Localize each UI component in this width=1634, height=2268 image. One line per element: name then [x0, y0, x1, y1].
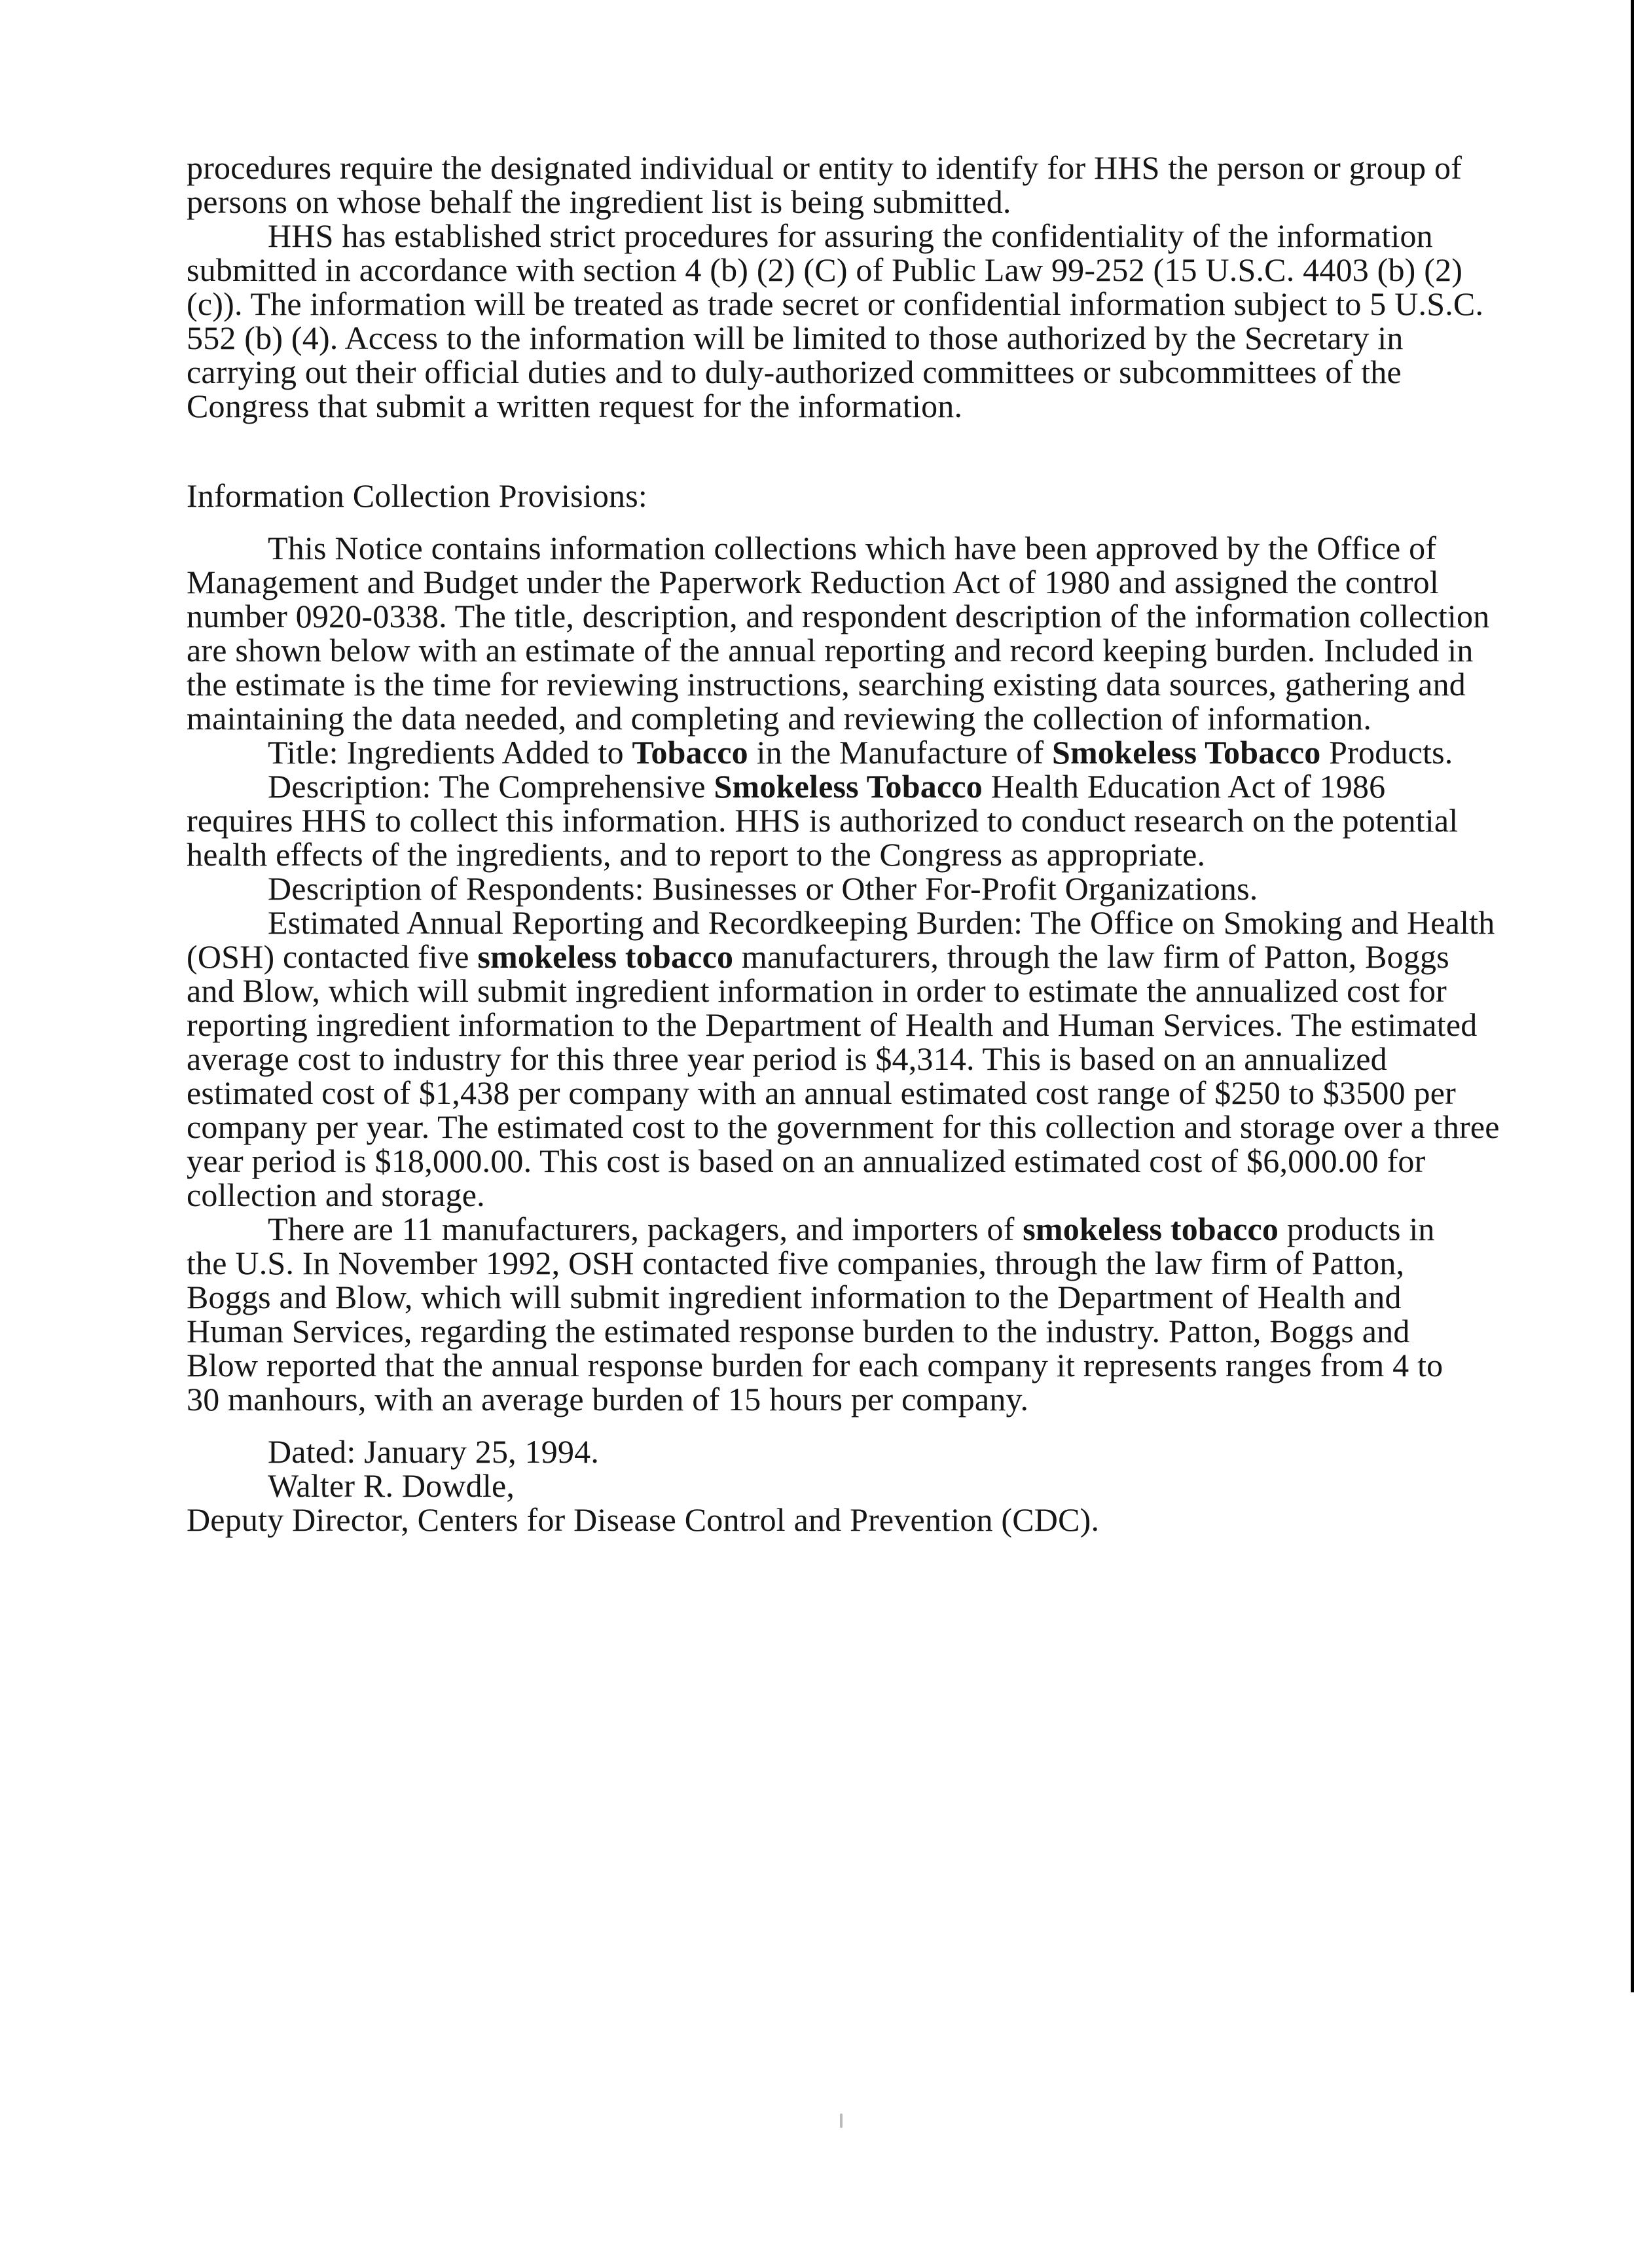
bold-text-run: Smokeless Tobacco	[1052, 734, 1321, 771]
text-run: Human Services, regarding the estimated response burden to the industry. Patton, Boggs and	[187, 1313, 1410, 1349]
text-line	[187, 531, 1489, 565]
text-run: Health Education Act of 1986	[982, 768, 1386, 805]
text-run: Walter R. Dowdle,	[268, 1467, 515, 1504]
text-run: There are 11 manufacturers, packagers, and importers of	[268, 1211, 1023, 1247]
text-run: company per year. The estimated cost to the government for this collection and storage over a three	[187, 1108, 1500, 1145]
text-line	[187, 355, 1489, 389]
bold-text-run: Smokeless Tobacco	[714, 768, 983, 805]
text-line	[187, 151, 1489, 185]
text-line	[187, 1314, 1489, 1348]
text-run: reporting ingredient information to the Department of Health and Human Services. The estimated	[187, 1006, 1478, 1043]
text-run: estimated cost of $1,438 per company with an annual estimated cost range of $250 to $3500 per	[187, 1074, 1456, 1111]
text-run: Estimated Annual Reporting and Recordkeeping Burden: The Office on Smoking and Health	[268, 904, 1495, 941]
text-run: HHS has established strict procedures for assuring the confidentiality of the information	[268, 217, 1433, 254]
text-line	[187, 1178, 1489, 1212]
text-run: 30 manhours, with an average burden of 15 hours per company.	[187, 1381, 1029, 1418]
text-line	[187, 1076, 1489, 1110]
text-run: products in	[1279, 1211, 1435, 1247]
text-run: carrying out their official duties and to duly-authorized committees or subcommittees of the	[187, 354, 1402, 390]
text-run: manufacturers, through the law firm of Patton, Boggs	[733, 938, 1449, 975]
text-run: procedures require the designated individual or entity to identify for HHS the person or group of	[187, 149, 1462, 186]
text-line	[187, 701, 1489, 735]
bold-text-run: Tobacco	[632, 734, 748, 771]
bold-text-run: smokeless tobacco	[477, 938, 734, 975]
text-run: Congress that submit a written request for the information.	[187, 388, 963, 424]
signatory-name	[187, 1469, 1489, 1503]
text-line	[187, 253, 1489, 287]
text-run: requires HHS to collect this information. HHS is authorized to conduct research on the potential	[187, 802, 1459, 839]
text-run: and Blow, which will submit ingredient information in order to estimate the annualized cost for	[187, 972, 1447, 1009]
text-line	[187, 1008, 1489, 1042]
text-line	[187, 389, 1489, 423]
text-line	[187, 1108, 1500, 1145]
text-line	[187, 940, 1489, 974]
text-line	[187, 287, 1489, 321]
text-line	[187, 735, 1489, 769]
text-run: the estimate is the time for reviewing instructions, searching existing data sources, gathering and	[187, 666, 1466, 703]
text-run: year period is $18,000.00. This cost is based on an annualized estimated cost of $6,000.00 for	[187, 1143, 1426, 1179]
text-line	[187, 1042, 1489, 1076]
text-line	[187, 321, 1489, 355]
text-run: collection and storage.	[187, 1177, 485, 1213]
text-run: submitted in accordance with section 4 (b) (2) (C) of Public Law 99-252 (15 U.S.C. 4403 (b) (2)	[187, 251, 1463, 288]
text-line	[187, 667, 1489, 701]
text-run: (c)). The information will be treated as trade secret or confidential information subject to 5 U.S.C.	[187, 285, 1484, 322]
text-run: 552 (b) (4). Access to the information will be limited to those authorized by the Secretary in	[187, 320, 1404, 356]
text-line	[187, 1144, 1489, 1178]
text-line	[187, 871, 1489, 905]
text-run: Description: The Comprehensive	[268, 768, 714, 805]
text-run: Dated: January 25, 1994.	[268, 1433, 600, 1470]
text-line	[187, 904, 1495, 941]
text-run: (OSH) contacted five	[187, 938, 478, 975]
text-run: the U.S. In November 1992, OSH contacted five companies, through the law firm of Patton,	[187, 1245, 1405, 1281]
dated-line	[187, 1435, 1489, 1469]
text-line	[187, 185, 1489, 219]
scan-artifact-bottom-smudge	[840, 2113, 843, 2128]
text-run: Information Collection Provisions:	[187, 477, 647, 514]
text-line	[187, 1382, 1489, 1416]
text-line	[187, 1348, 1489, 1382]
text-run: This Notice contains information collections which have been approved by the Office of	[268, 530, 1437, 566]
text-run: are shown below with an estimate of the annual reporting and record keeping burden. Included in	[187, 632, 1474, 668]
text-line	[187, 565, 1489, 599]
text-line	[187, 837, 1489, 871]
text-run: Description of Respondents: Businesses or Other For-Profit Organizations.	[268, 870, 1258, 907]
text-run: Products.	[1320, 734, 1453, 771]
text-run: Title: Ingredients Added to	[268, 734, 632, 771]
text-run: health effects of the ingredients, and to report to the Congress as appropriate.	[187, 836, 1206, 873]
text-run: persons on whose behalf the ingredient list is being submitted.	[187, 183, 1011, 220]
text-line	[187, 803, 1489, 837]
text-line	[187, 599, 1489, 633]
section-heading	[187, 479, 1489, 513]
text-run: average cost to industry for this three year period is $4,314. This is based on an annualized	[187, 1040, 1387, 1077]
text-line	[187, 1212, 1489, 1246]
text-line	[187, 219, 1489, 253]
bold-text-run: smokeless tobacco	[1023, 1211, 1279, 1247]
document-text	[187, 149, 1500, 1538]
text-run: Management and Budget under the Paperwork Reduction Act of 1980 and assigned the control	[187, 564, 1439, 600]
text-run: maintaining the data needed, and completing and reviewing the collection of information.	[187, 700, 1372, 737]
signatory-title	[187, 1503, 1489, 1537]
text-line	[187, 1280, 1489, 1314]
text-line	[187, 769, 1489, 803]
text-line	[187, 974, 1489, 1008]
text-line	[187, 1246, 1489, 1280]
text-run: number 0920-0338. The title, description, and respondent description of the information collection	[187, 598, 1490, 634]
text-run: Blow reported that the annual response burden for each company it represents ranges from 4 to	[187, 1347, 1443, 1383]
text-line	[187, 633, 1489, 667]
text-run: Boggs and Blow, which will submit ingredient information to the Department of Health and	[187, 1279, 1402, 1315]
scan-artifact-right-edge-line	[1631, 0, 1634, 1992]
text-run: Deputy Director, Centers for Disease Control and Prevention (CDC).	[187, 1501, 1100, 1538]
text-run: in the Manufacture of	[748, 734, 1053, 771]
